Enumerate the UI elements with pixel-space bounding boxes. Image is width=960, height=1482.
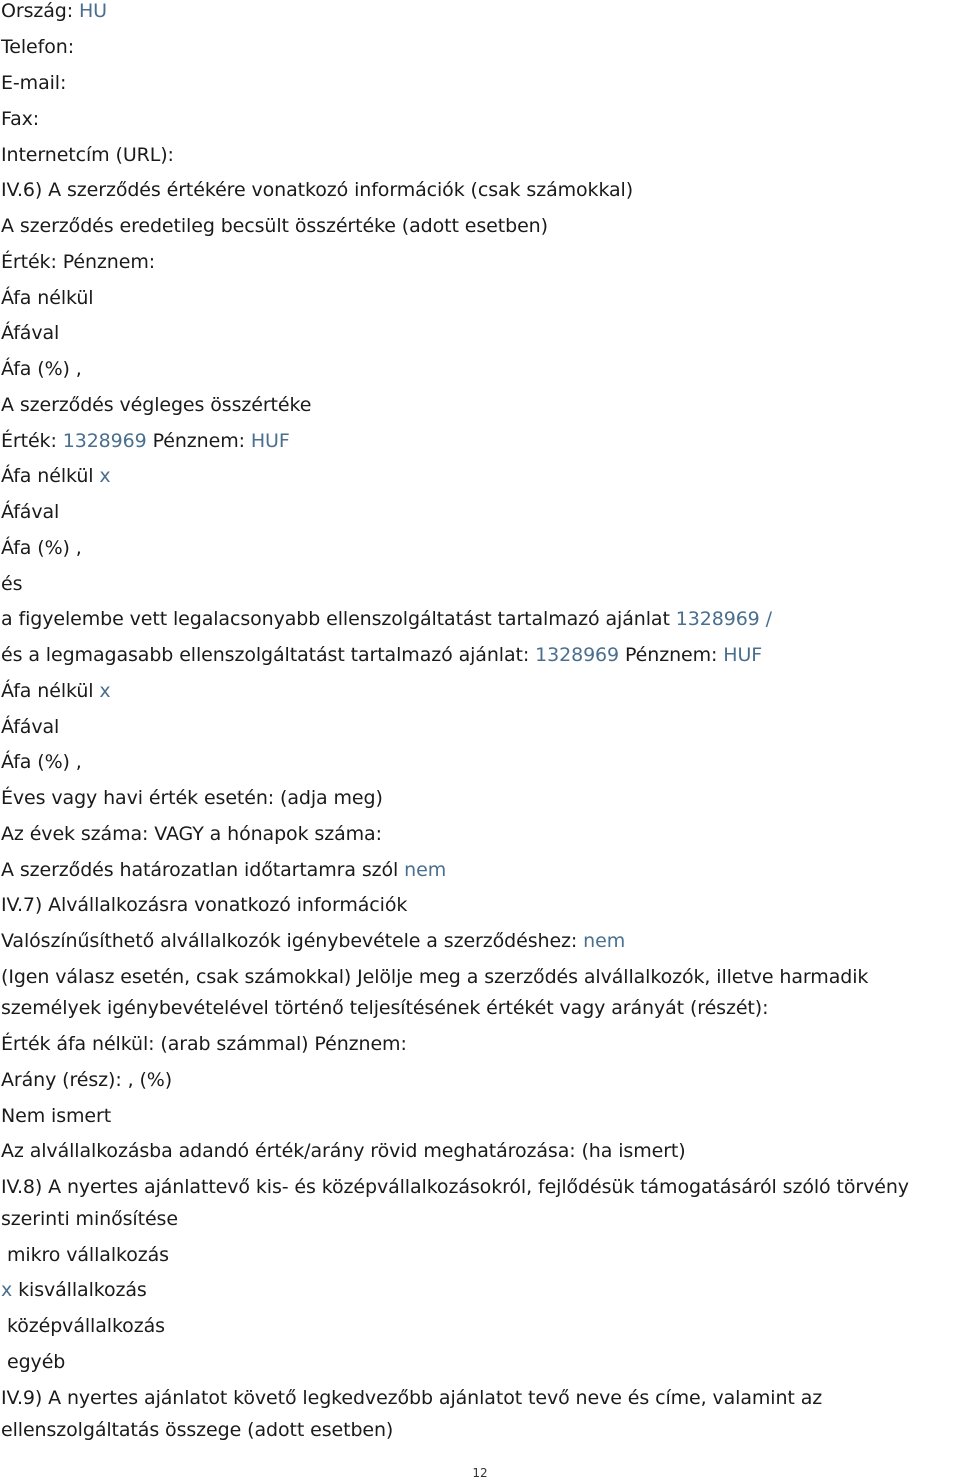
final-value-line — [1, 430, 290, 452]
subcontract-short-desc: Az alvállalkozásba adandó érték/arány rövid meghatározása: (ha ismert) — [1, 1140, 686, 1162]
page-number: 12 — [472, 1466, 488, 1480]
currency-label: Pénznem: — [152, 430, 245, 452]
years-months-label: Az évek száma: VAGY a hónapok száma: — [1, 823, 382, 845]
iv8-heading-line-1: IV.8) A nyertes ajánlattevő kis- és középvállalkozásokról, fejlődésük támogatásáról szóló törvény — [1, 1176, 909, 1198]
value-label: Érték: — [1, 430, 57, 452]
final-vat-excl-line — [1, 465, 111, 487]
email-label: E-mail: — [1, 72, 67, 94]
vat-excl-label: Áfa nélkül — [1, 287, 94, 309]
and-label: és — [1, 573, 23, 595]
subcontract-likely-value: nem — [583, 930, 626, 952]
final-value-title: A szerződés végleges összértéke — [1, 394, 312, 416]
subcontract-likely-line — [1, 930, 625, 952]
sme-small-label: kisvállalkozás — [18, 1279, 147, 1301]
subcontract-value-label: Érték áfa nélkül: (arab számmal) Pénznem: — [1, 1033, 407, 1055]
offer-vat-pct-label: Áfa (%) , — [1, 751, 82, 773]
iv9-heading-line-2: ellenszolgáltatás összege (adott esetben) — [1, 1419, 394, 1441]
iv7-heading: IV.7) Alvállalkozásra vonatkozó információk — [1, 894, 408, 916]
url-label: Internetcím (URL): — [1, 144, 174, 166]
final-vat-pct-label: Áfa (%) , — [1, 537, 82, 559]
indefinite-value: nem — [404, 859, 447, 881]
sme-option-medium: középvállalkozás — [7, 1315, 165, 1337]
highest-offer-value: 1328969 — [535, 644, 620, 666]
sme-small-mark: x — [1, 1279, 13, 1301]
subcontract-likely-label: Valószínűsíthető alvállalkozók igénybevétele a szerződéshez: — [1, 930, 578, 952]
original-value-line: Érték: Pénznem: — [1, 251, 156, 273]
currency-value: HUF — [723, 644, 763, 666]
lowest-offer-line — [1, 608, 772, 630]
country-value: HU — [79, 0, 107, 22]
indefinite-label: A szerződés határozatlan időtartamra szól — [1, 859, 399, 881]
subcontract-yes-line-2: személyek igénybevételével történő teljesítésének értékét vagy arányát (részét): — [1, 997, 769, 1019]
iv6-heading: IV.6) A szerződés értékére vonatkozó információk (csak számokkal) — [1, 179, 634, 201]
sme-option-small — [1, 1279, 147, 1301]
currency-label: Pénznem: — [624, 644, 718, 666]
vat-excl-label: Áfa nélkül — [1, 680, 94, 702]
subcontract-ratio-label: Arány (rész): , (%) — [1, 1069, 173, 1091]
original-value-title: A szerződés eredetileg becsült összértéke (adott esetben) — [1, 215, 548, 237]
vat-excl-mark: x — [99, 680, 111, 702]
country-line — [1, 0, 107, 22]
fax-label: Fax: — [1, 108, 40, 130]
vat-excl-label: Áfa nélkül — [1, 465, 94, 487]
subcontract-yes-line-1: (Igen válasz esetén, csak számokkal) Jelölje meg a szerződés alvállalkozók, illetve harmadik — [1, 966, 869, 988]
iv8-heading-line-2: szerinti minősítése — [1, 1208, 178, 1230]
vat-incl-label: Áfával — [1, 322, 60, 344]
highest-offer-label: és a legmagasabb ellenszolgáltatást tartalmazó ajánlat: — [1, 644, 530, 666]
vat-pct-label: Áfa (%) , — [1, 358, 82, 380]
final-vat-incl-label: Áfával — [1, 501, 60, 523]
indefinite-line — [1, 859, 446, 881]
phone-label: Telefon: — [1, 36, 74, 58]
country-label: Ország: — [1, 0, 74, 22]
sme-option-micro: mikro vállalkozás — [7, 1244, 169, 1266]
lowest-offer-label: a figyelembe vett legalacsonyabb ellenszolgáltatást tartalmazó ajánlat — [1, 608, 670, 630]
offer-vat-incl-label: Áfával — [1, 716, 60, 738]
final-value: 1328969 — [62, 430, 147, 452]
lowest-offer-value: 1328969 / — [675, 608, 772, 630]
offer-vat-excl-line — [1, 680, 111, 702]
vat-excl-mark: x — [99, 465, 111, 487]
annual-monthly-label: Éves vagy havi érték esetén: (adja meg) — [1, 787, 383, 809]
currency-value: HUF — [250, 430, 290, 452]
iv9-heading-line-1: IV.9) A nyertes ajánlatot követő legkedvezőbb ajánlatot tevő neve és címe, valamint az — [1, 1387, 823, 1409]
subcontract-unknown-label: Nem ismert — [1, 1105, 112, 1127]
sme-option-other: egyéb — [7, 1351, 66, 1373]
highest-offer-line — [1, 644, 762, 666]
